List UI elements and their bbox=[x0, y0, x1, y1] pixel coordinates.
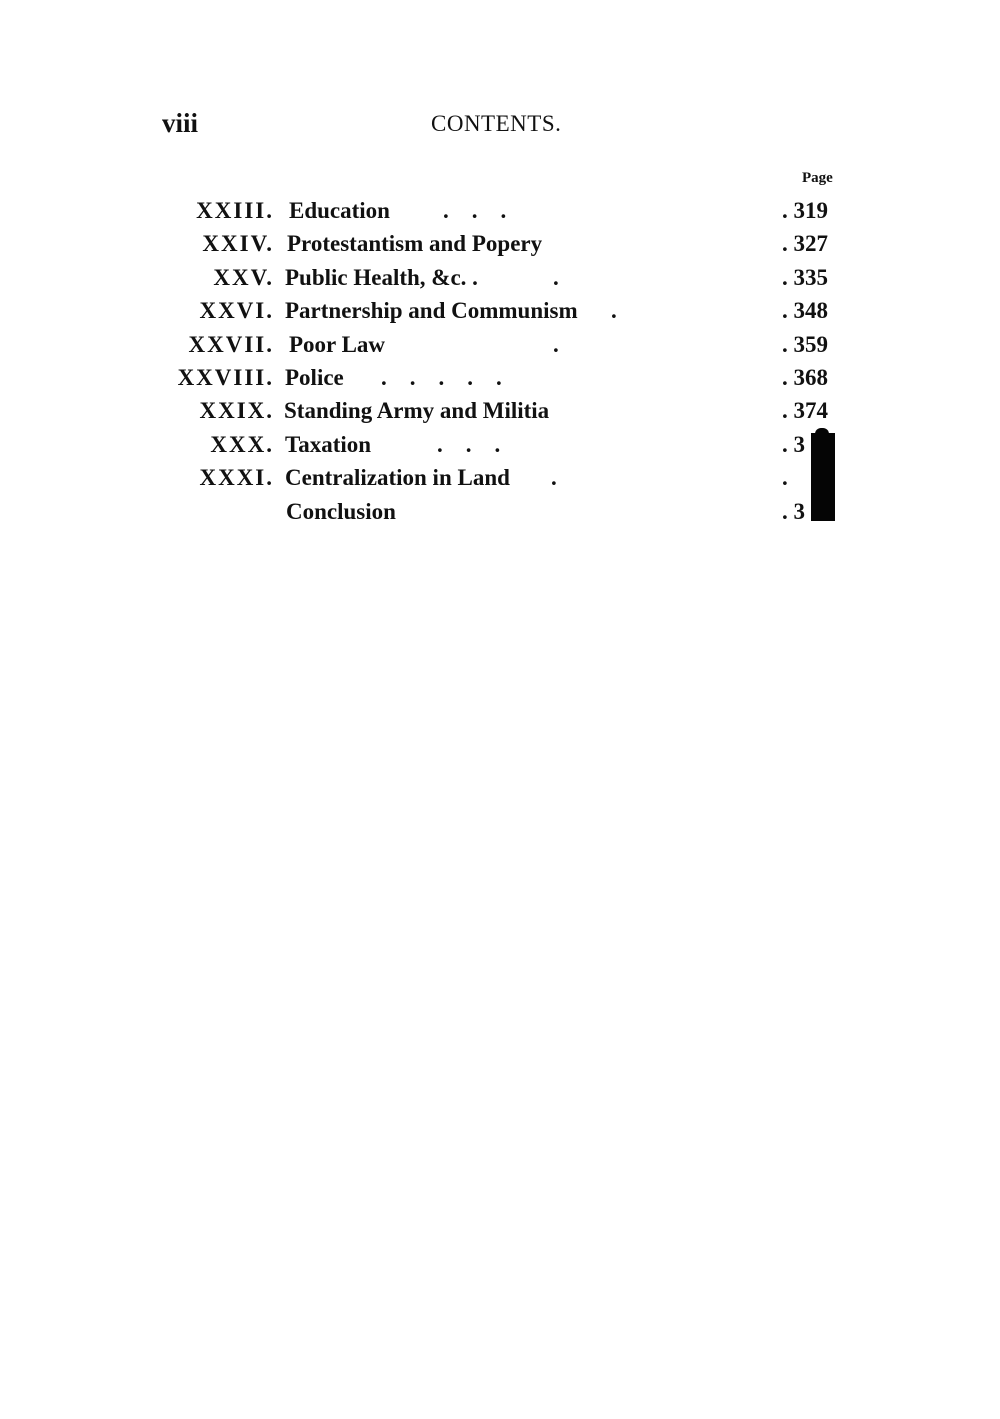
chapter-page-number: . 335 bbox=[782, 264, 828, 290]
chapter-numeral: XXVI. bbox=[199, 298, 274, 324]
chapter-numeral: XXIV. bbox=[202, 231, 274, 257]
dot-leaders: . bbox=[611, 298, 617, 324]
chapter-numeral: XXV. bbox=[213, 264, 274, 290]
chapter-page-number: . 359 bbox=[782, 331, 828, 357]
toc-row bbox=[0, 227, 1000, 260]
toc-row bbox=[0, 328, 1000, 361]
chapter-title: Conclusion bbox=[286, 498, 396, 524]
chapter-title: Police bbox=[285, 364, 344, 390]
chapter-numeral: XXIII. bbox=[196, 198, 274, 223]
dot-leaders: . bbox=[553, 331, 559, 357]
toc-row bbox=[0, 428, 1000, 461]
chapter-title: Standing Army and Militia bbox=[284, 398, 550, 424]
chapter-numeral: XXX. bbox=[210, 431, 274, 457]
toc-row bbox=[0, 495, 1000, 528]
chapter-page-number: . 368 bbox=[782, 364, 828, 390]
chapter-title: Protestantism and Popery bbox=[287, 231, 543, 257]
chapter-page-number: . 3 bbox=[782, 498, 805, 524]
chapter-page-number: . 319 bbox=[782, 198, 828, 223]
toc-row bbox=[0, 261, 1000, 294]
dot-leaders: . . . bbox=[443, 198, 507, 223]
toc-row bbox=[0, 294, 1000, 327]
chapter-title: Poor Law bbox=[289, 331, 386, 357]
chapter-numeral: XXVII. bbox=[188, 331, 274, 357]
chapter-title: Public Health, &c. . bbox=[285, 264, 478, 290]
page-column-label: Page bbox=[802, 170, 833, 186]
chapter-title: Centralization in Land bbox=[285, 465, 510, 491]
chapter-page-number: . bbox=[782, 465, 788, 491]
chapter-page-number: . 327 bbox=[782, 231, 828, 257]
dot-leaders: . bbox=[551, 465, 557, 491]
dot-leaders: . . . bbox=[437, 431, 501, 457]
chapter-page-number: . 348 bbox=[782, 298, 828, 324]
dot-leaders: . bbox=[553, 264, 559, 290]
toc-row bbox=[0, 461, 1000, 494]
chapter-page-number: . 3 bbox=[782, 431, 805, 457]
chapter-title: Taxation bbox=[285, 431, 372, 457]
chapter-numeral: XXVIII. bbox=[177, 364, 274, 390]
toc-row bbox=[0, 394, 1000, 427]
dot-leaders: . . . . . bbox=[381, 364, 502, 390]
chapter-title: Partnership and Communism bbox=[285, 298, 578, 324]
chapter-numeral: XXIX. bbox=[199, 398, 274, 424]
ink-blot bbox=[811, 433, 835, 521]
header-page-number: viii bbox=[162, 108, 199, 138]
chapter-page-number: . 374 bbox=[782, 398, 828, 424]
toc-row bbox=[0, 361, 1000, 394]
chapter-numeral: XXXI. bbox=[199, 465, 274, 491]
header-title: CONTENTS. bbox=[431, 111, 562, 136]
toc-row bbox=[0, 194, 1000, 227]
chapter-title: Education bbox=[289, 198, 390, 223]
table-of-contents bbox=[0, 194, 1000, 528]
